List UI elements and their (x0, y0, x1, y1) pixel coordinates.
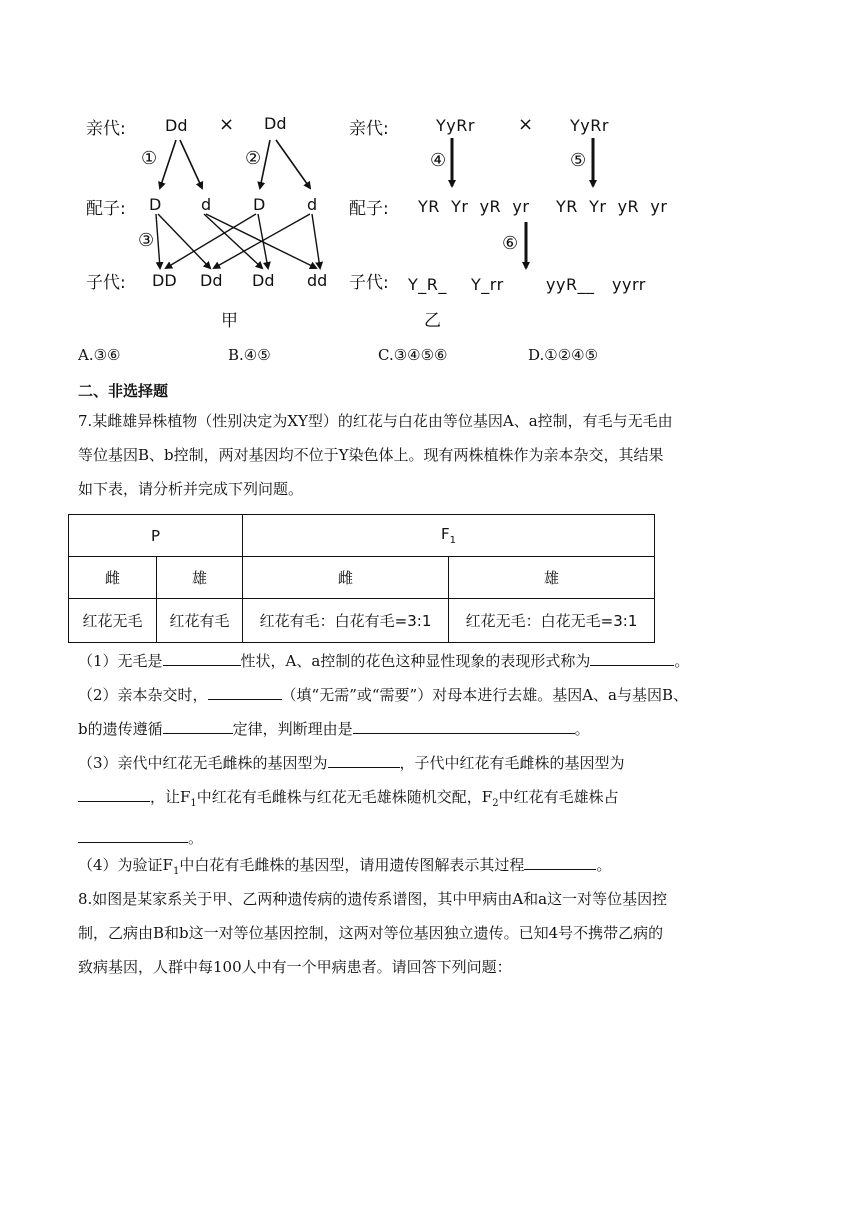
q7-intro (78, 404, 768, 506)
q7-line3: 如下表，请分析并完成下列问题。 (78, 480, 304, 498)
table-cell: 红花有毛：白花有毛=3:1 (243, 599, 449, 643)
right-offspring-label: 子代: (349, 273, 389, 293)
left-gamete: d (201, 195, 212, 214)
left-gamete-label: 配子: (86, 199, 126, 219)
table-cell: 红花有毛 (157, 599, 243, 643)
q8-line1: 8.如图是某家系关于甲、乙两种遗传病的遗传系谱图，其中甲病由A和a这一对等位基因控 (78, 890, 668, 908)
left-cross: × (219, 114, 235, 135)
answer-blank[interactable] (78, 824, 188, 843)
right-parent1: YyRr (436, 116, 475, 135)
left-gamete: D (149, 195, 162, 214)
right-cross: × (518, 114, 534, 135)
answer-blank[interactable] (163, 715, 233, 734)
answer-blank[interactable] (524, 851, 596, 870)
left-parent1: Dd (165, 116, 188, 135)
step-2: ② (245, 148, 262, 169)
option-c[interactable]: C.③④⑤⑥ (378, 346, 448, 364)
right-gametes-2: YR Yr yR yr (556, 197, 668, 216)
left-parent2: Dd (264, 114, 287, 133)
table-f1-female: 雌 (243, 557, 449, 599)
table-f1-male: 雄 (449, 557, 655, 599)
right-offspring: Y_rr (471, 275, 504, 294)
q7-line1: 7.某雌雄异株植物（性别决定为XY型）的红花与白花由等位基因A、a控制，有毛与无毛由 (78, 412, 673, 430)
table-header-p: P (69, 515, 243, 557)
q7-sub3: （3）亲代中红花无毛雌株的基因型为 ，子代中红花有毛雌株的基因型为 ，让$F_1$中红花有毛雌株与红花无毛雄株随机交配，$F_2$中红花有毛雄株占 。 (78, 746, 768, 855)
right-offspring: yyrr (612, 275, 646, 294)
section-heading: 二、非选择题 (78, 382, 169, 400)
q8-line2: 制，乙病由B和b这一对等位基因控制，这两对等位基因独立遗传。已知4号不携带乙病的 (78, 924, 664, 942)
option-b[interactable]: B.④⑤ (228, 346, 271, 364)
answer-blank[interactable] (163, 647, 241, 666)
table-cell: 红花无毛 (69, 599, 157, 643)
left-gamete: D (253, 195, 266, 214)
answer-blank[interactable] (208, 681, 282, 700)
left-offspring: Dd (200, 271, 223, 290)
q8-intro (78, 882, 768, 984)
answer-blank[interactable] (78, 783, 150, 802)
left-parent-label: 亲代: (86, 119, 126, 139)
option-a[interactable]: A.③⑥ (78, 346, 121, 364)
step-4: ④ (430, 150, 447, 171)
step-1: ① (141, 148, 158, 169)
answer-blank[interactable] (590, 647, 674, 666)
right-parent2: YyRr (570, 116, 609, 135)
option-d[interactable]: D.①②④⑤ (528, 346, 599, 364)
left-gamete: d (307, 195, 318, 214)
table-p-female: 雌 (69, 557, 157, 599)
answer-blank[interactable] (328, 749, 400, 768)
q7-sub4: （4）为验证$F_1$中白花有毛雌株的基因型，请用遗传图解表示其过程 。 (78, 848, 768, 889)
q8-line3: 致病基因，人群中每100人中有一个甲病患者。请回答下列问题： (78, 958, 512, 976)
q7-sub1: （1）无毛是 性状，A、a控制的花色这种显性现象的表现形式称为 。 (78, 644, 768, 678)
step-3: ③ (138, 230, 155, 251)
right-caption: 乙 (424, 311, 441, 331)
left-offspring: DD (152, 271, 177, 290)
right-gamete-label: 配子: (349, 199, 389, 219)
left-offspring: Dd (252, 271, 275, 290)
left-offspring-label: 子代: (86, 273, 126, 293)
table-p-male: 雄 (157, 557, 243, 599)
table-cell: 红花无毛：白花无毛=3:1 (449, 599, 655, 643)
right-parent-label: 亲代: (349, 119, 389, 139)
right-gametes-1: YR Yr yR yr (418, 197, 530, 216)
answer-blank[interactable] (353, 715, 575, 734)
left-caption: 甲 (221, 311, 238, 331)
table-header-f1: $F_1$ (243, 515, 655, 557)
q7-sub2: （2）亲本杂交时， （填“无需”或“需要”）对母本进行去雄。基因A、a与基因B、 b的遗传遵循 定律，判断理由是 。 (78, 678, 768, 746)
step-5: ⑤ (570, 150, 587, 171)
q7-table (68, 514, 655, 643)
q7-line2: 等位基因B、b控制，两对基因均不位于Y染色体上。现有两株植株作为亲本杂交，其结果 (78, 446, 664, 464)
right-offspring: Y_R_ (408, 275, 447, 294)
genetics-diagram (0, 0, 860, 340)
step-6: ⑥ (502, 233, 519, 254)
left-offspring: dd (307, 271, 328, 290)
right-offspring: yyR__ (546, 275, 595, 294)
answer-options (0, 346, 860, 370)
